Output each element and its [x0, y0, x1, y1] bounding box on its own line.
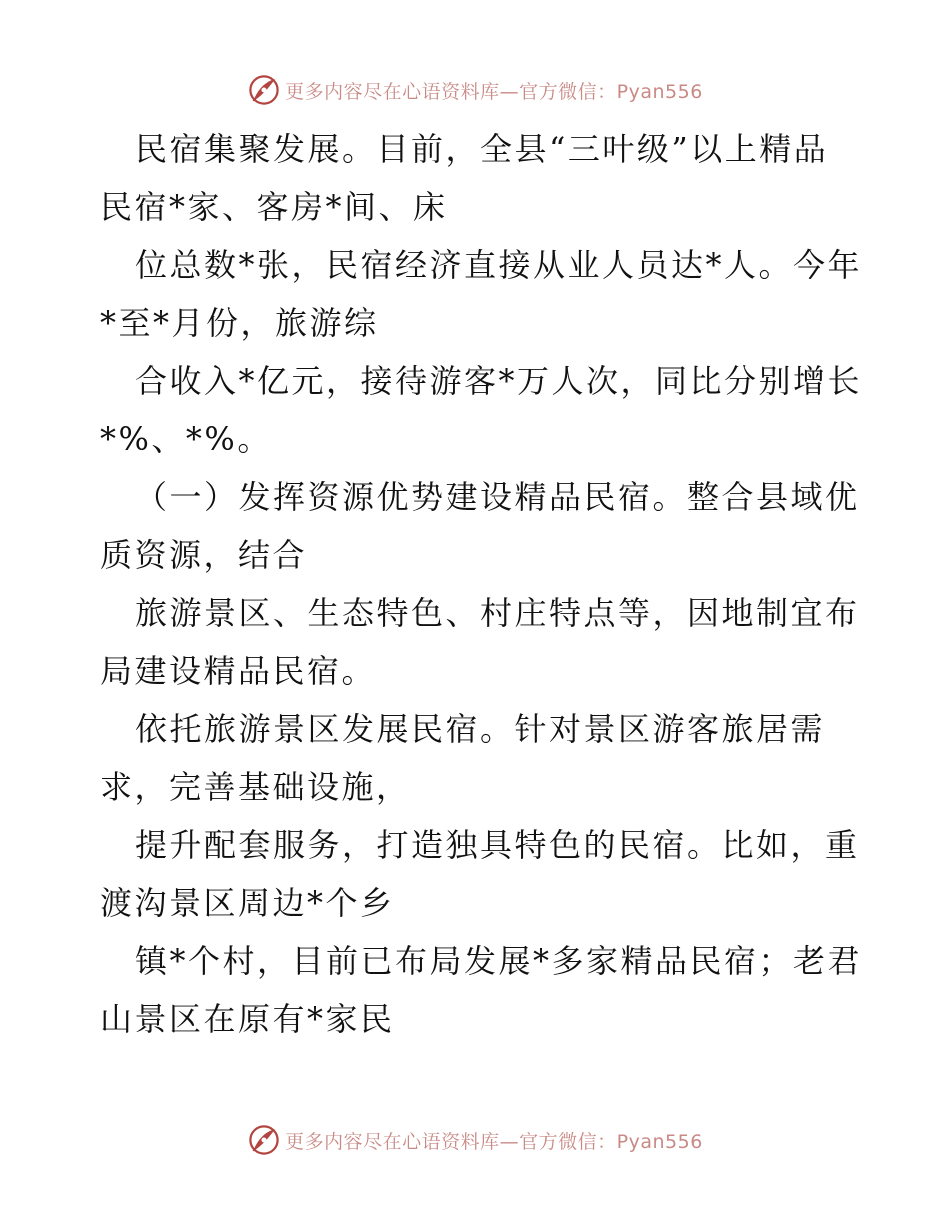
footer-banner-text: 更多内容尽在心语资料库—官方微信：Pyan556	[285, 1130, 703, 1153]
body-line: 旅游景区、生态特色、村庄特点等，因地制宜布	[135, 594, 860, 632]
body-line: 依托旅游景区发展民宿。针对景区游客旅居需	[135, 710, 826, 748]
document-body	[100, 120, 863, 1048]
body-line: 渡沟景区周边*个乡	[100, 884, 395, 922]
header-banner-text: 更多内容尽在心语资料库—官方微信：Pyan556	[285, 80, 703, 103]
body-line: 局建设精品民宿。	[100, 652, 377, 690]
body-line: （一）发挥资源优势建设精品民宿。整合县域优	[135, 478, 860, 516]
quill-pen-logo-icon	[247, 73, 281, 107]
body-line: 镇*个村，目前已布局发展*多家精品民宿；老君	[135, 942, 863, 980]
body-line: 求，完善基础设施，	[100, 768, 411, 806]
body-line: 山景区在原有*家民	[100, 1000, 395, 1038]
body-line: *至*月份，旅游综	[100, 304, 379, 342]
body-line: 民宿集聚发展。目前，全县“三叶级”以上精品	[135, 130, 829, 168]
body-line: *%、*%。	[100, 420, 272, 458]
body-line: 提升配套服务，打造独具特色的民宿。比如，重	[135, 826, 860, 864]
header-banner	[0, 70, 950, 110]
body-line: 合收入*亿元，接待游客*万人次，同比分别增长	[135, 362, 863, 400]
body-line: 质资源，结合	[100, 536, 308, 574]
body-line: 民宿*家、客房*间、床	[100, 188, 448, 226]
body-line: 位总数*张，民宿经济直接从业人员达*人。今年	[135, 246, 863, 284]
footer-banner	[0, 1120, 950, 1160]
quill-pen-logo-icon	[247, 1123, 281, 1157]
